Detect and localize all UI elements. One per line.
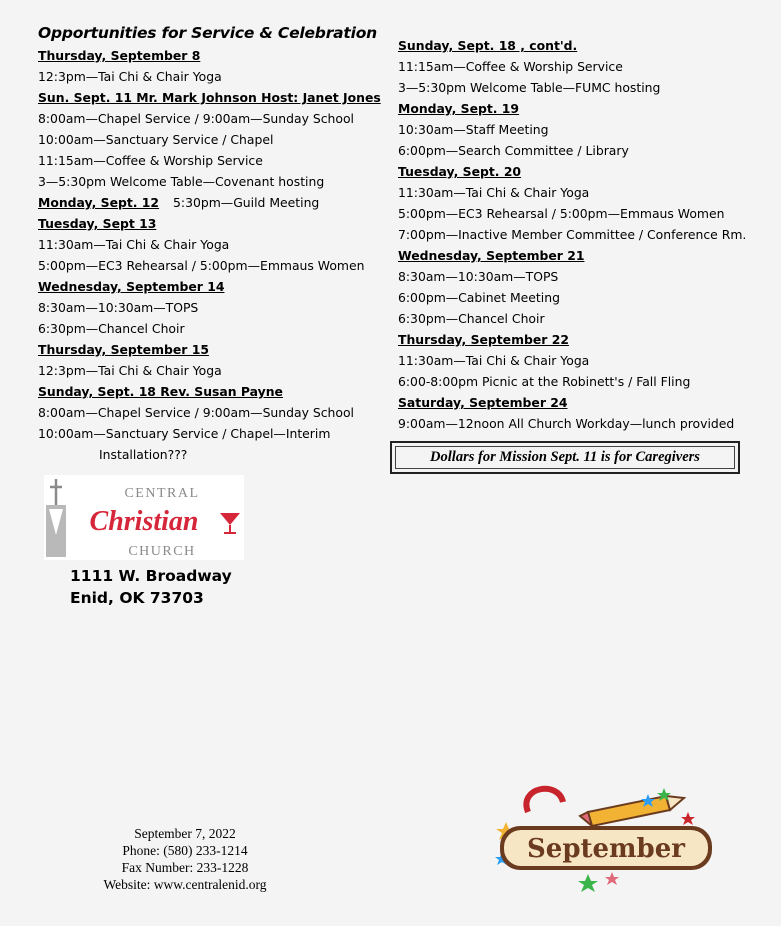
schedule-item — [398, 287, 748, 308]
day-header-text: Thursday, September 15 — [38, 342, 209, 357]
schedule-item — [398, 140, 748, 161]
september-word: September — [527, 834, 685, 864]
schedule-item — [38, 129, 383, 150]
schedule-item-text: 12:3pm—Tai Chi & Chair Yoga — [38, 69, 222, 84]
schedule-item — [38, 444, 383, 465]
day-header — [398, 35, 748, 56]
day-header — [38, 192, 383, 213]
schedule-item — [398, 308, 748, 329]
day-header — [398, 161, 748, 182]
right-schedule — [398, 35, 748, 434]
day-header — [38, 45, 383, 66]
schedule-item-text: 10:00am—Sanctuary Service / Chapel—Interim — [38, 426, 331, 441]
schedule-item — [38, 360, 383, 381]
footer-website: Website: www.centralenid.org — [103, 877, 267, 892]
day-header — [38, 87, 383, 108]
schedule-item — [398, 203, 748, 224]
schedule-item — [398, 371, 748, 392]
day-header — [398, 245, 748, 266]
schedule-item-text: 6:30pm—Chancel Choir — [38, 321, 185, 336]
footer-contact — [0, 825, 370, 893]
schedule-item-text: 11:30am—Tai Chi & Chair Yoga — [398, 353, 590, 368]
schedule-item — [398, 182, 748, 203]
schedule-item — [398, 56, 748, 77]
schedule-item-text: 6:00pm—Cabinet Meeting — [398, 290, 560, 305]
schedule-item — [38, 402, 383, 423]
address-line1: 1111 W. Broadway — [70, 567, 232, 585]
day-header — [38, 276, 383, 297]
right-column — [398, 35, 748, 434]
schedule-item-text: 9:00am—12noon All Church Workday—lunch provided — [398, 416, 735, 431]
church-logo — [44, 475, 244, 560]
schedule-item-text: 8:00am—Chapel Service / 9:00am—Sunday School — [38, 405, 355, 420]
address — [70, 565, 232, 609]
footer-date: September 7, 2022 — [134, 826, 236, 841]
schedule-item — [398, 119, 748, 140]
schedule-item-text: 8:30am—10:30am—TOPS — [398, 269, 559, 284]
swirl-icon — [526, 789, 563, 812]
schedule-item-text: 6:30pm—Chancel Choir — [398, 311, 545, 326]
address-line2: Enid, OK 73703 — [70, 589, 204, 607]
schedule-item-text: 10:00am—Sanctuary Service / Chapel — [38, 132, 274, 147]
schedule-item-text: 11:15am—Coffee & Worship Service — [398, 59, 623, 74]
schedule-item — [38, 108, 383, 129]
day-header-text: Tuesday, Sept. 20 — [398, 164, 522, 179]
footer-phone: Phone: (580) 233-1214 — [122, 843, 248, 858]
day-header — [38, 339, 383, 360]
schedule-item-text: 5:30pm—Guild Meeting — [173, 195, 320, 210]
day-header — [38, 213, 383, 234]
day-header — [398, 392, 748, 413]
schedule-item-text: 10:30am—Staff Meeting — [398, 122, 549, 137]
schedule-item-text: 12:3pm—Tai Chi & Chair Yoga — [38, 363, 222, 378]
schedule-item — [38, 66, 383, 87]
day-header — [398, 98, 748, 119]
schedule-item — [38, 171, 383, 192]
day-header-text: Saturday, September 24 — [398, 395, 568, 410]
logo-top-text: CENTRAL — [124, 486, 200, 501]
schedule-item — [398, 224, 748, 245]
schedule-item-text: 5:00pm—EC3 Rehearsal / 5:00pm—Emmaus Women — [398, 206, 725, 221]
schedule-item-text: 11:30am—Tai Chi & Chair Yoga — [38, 237, 230, 252]
footer-fax: Fax Number: 233-1228 — [121, 860, 249, 875]
day-header — [38, 381, 383, 402]
schedule-item-text: 6:00-8:00pm Picnic at the Robinett's / Fall Fling — [398, 374, 691, 389]
section-title: Opportunities for Service & Celebration — [38, 24, 378, 42]
schedule-item-text: 11:30am—Tai Chi & Chair Yoga — [398, 185, 590, 200]
left-schedule — [38, 45, 383, 465]
day-header-text: Sunday, Sept. 18 , cont'd. — [398, 38, 578, 53]
schedule-item-text: 6:00pm—Search Committee / Library — [398, 143, 629, 158]
schedule-item — [38, 318, 383, 339]
left-column — [38, 24, 383, 465]
schedule-item — [38, 234, 383, 255]
day-header-text: Thursday, September 8 — [38, 48, 201, 63]
day-header-text: Tuesday, Sept 13 — [38, 216, 157, 231]
schedule-item — [398, 350, 748, 371]
day-header-text: Wednesday, September 14 — [38, 279, 225, 294]
schedule-item-text: 5:00pm—EC3 Rehearsal / 5:00pm—Emmaus Women — [38, 258, 365, 273]
schedule-item — [38, 255, 383, 276]
schedule-item — [38, 423, 383, 444]
schedule-item — [398, 266, 748, 287]
day-header-text: Monday, Sept. 12 — [38, 195, 160, 210]
schedule-item — [38, 297, 383, 318]
schedule-item-text: 3—5:30pm Welcome Table—Covenant hosting — [38, 174, 325, 189]
day-header — [398, 329, 748, 350]
schedule-item-text: 8:30am—10:30am—TOPS — [38, 300, 199, 315]
schedule-item — [398, 77, 748, 98]
schedule-item-text: 11:15am—Coffee & Worship Service — [38, 153, 263, 168]
day-header-text: Sun. Sept. 11 Mr. Mark Johnson Host: Janet Jones — [38, 90, 381, 105]
schedule-item-text: Installation??? — [99, 447, 188, 462]
day-header-text: Wednesday, September 21 — [398, 248, 585, 263]
mission-box-inner-border — [395, 446, 735, 469]
schedule-item — [38, 150, 383, 171]
logo-middle-text: Christian — [89, 506, 199, 537]
day-header-text: Monday, Sept. 19 — [398, 101, 520, 116]
schedule-item-text: 8:00am—Chapel Service / 9:00am—Sunday School — [38, 111, 355, 126]
september-clipart — [488, 782, 724, 892]
mission-text: Dollars for Mission Sept. 11 is for Caregivers — [430, 449, 700, 465]
logo-bottom-text: CHURCH — [128, 544, 196, 559]
mission-box — [390, 441, 740, 474]
schedule-item — [398, 413, 748, 434]
day-header-text: Thursday, September 22 — [398, 332, 569, 347]
day-header-text: Sunday, Sept. 18 Rev. Susan Payne — [38, 384, 283, 399]
schedule-item-text: 7:00pm—Inactive Member Committee / Conference Rm. — [398, 227, 747, 242]
schedule-item-text: 3—5:30pm Welcome Table—FUMC hosting — [398, 80, 661, 95]
